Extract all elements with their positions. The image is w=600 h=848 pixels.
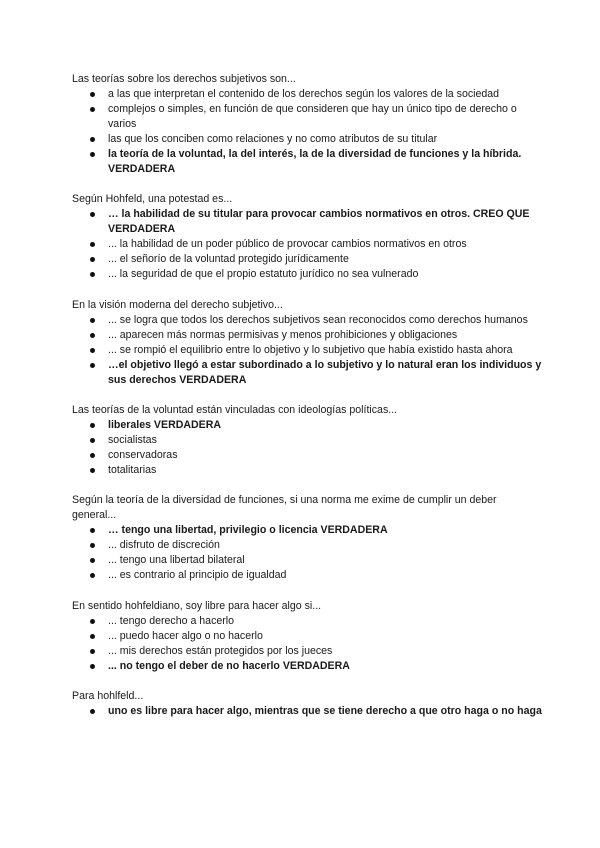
bullet-icon xyxy=(90,453,95,458)
bullet-icon xyxy=(90,272,95,277)
answer-option xyxy=(72,132,542,147)
answer-option xyxy=(72,267,542,282)
question-heading: Según Hohfeld, una potestad es... xyxy=(72,193,233,205)
bullet-icon xyxy=(90,212,95,217)
answer-text: ... mis derechos están protegidos por los jueces xyxy=(108,645,333,657)
answer-option xyxy=(72,463,542,478)
correct-answer-option xyxy=(72,523,542,538)
bullet-icon xyxy=(90,257,95,262)
question-heading: Las teorías sobre los derechos subjetivos son... xyxy=(72,73,296,85)
answer-text: ... el señorío de la voluntad protegido jurídicamente xyxy=(108,253,349,265)
question-heading: Para hohlfeld... xyxy=(72,690,144,702)
answer-list xyxy=(72,87,542,177)
answer-option xyxy=(72,538,542,553)
question-heading: Según la teoría de la diversidad de funciones, si una norma me exime de cumplir un deber general... xyxy=(72,494,497,521)
answer-text: ... aparecen más normas permisivas y menos prohibiciones y obligaciones xyxy=(108,329,458,341)
bullet-icon xyxy=(90,333,95,338)
answer-option xyxy=(72,629,542,644)
bullet-icon xyxy=(90,318,95,323)
bullet-icon xyxy=(90,528,95,533)
correct-answer-option xyxy=(72,358,542,388)
answer-text: ... disfruto de discreción xyxy=(108,539,220,551)
bullet-icon xyxy=(90,107,95,112)
answer-text: ... es contrario al principio de igualdad xyxy=(108,569,287,581)
answer-option xyxy=(72,568,542,583)
correct-answer-option xyxy=(72,207,542,237)
bullet-icon xyxy=(90,468,95,473)
answer-option xyxy=(72,313,542,328)
answer-option xyxy=(72,237,542,252)
bullet-icon xyxy=(90,348,95,353)
answer-text: ... tengo una libertad bilateral xyxy=(108,554,245,566)
bullet-icon xyxy=(90,137,95,142)
answer-text: uno es libre para hacer algo, mientras que se tiene derecho a que otro haga o no haga xyxy=(108,705,542,717)
bullet-icon xyxy=(90,558,95,563)
answer-option xyxy=(72,328,542,343)
bullet-icon xyxy=(90,664,95,669)
bullet-icon xyxy=(90,634,95,639)
bullet-icon xyxy=(90,709,95,714)
correct-answer-option xyxy=(72,659,542,674)
answer-text: ... la habilidad de un poder público de provocar cambios normativos en otros xyxy=(108,238,467,250)
bullet-icon xyxy=(90,92,95,97)
answer-text: ... tengo derecho a hacerlo xyxy=(108,615,235,627)
document-content xyxy=(72,72,542,719)
answer-text: liberales VERDADERA xyxy=(108,419,222,431)
answer-option xyxy=(72,252,542,267)
answer-list xyxy=(72,704,542,719)
answer-text: … tengo una libertad, privilegio o licencia VERDADERA xyxy=(108,524,388,536)
answer-option xyxy=(72,553,542,568)
answer-text: ... puedo hacer algo o no hacerlo xyxy=(108,630,263,642)
correct-answer-option xyxy=(72,147,542,177)
answer-list xyxy=(72,614,542,674)
answer-option xyxy=(72,448,542,463)
bullet-icon xyxy=(90,619,95,624)
answer-text: socialistas xyxy=(108,434,157,446)
answer-list xyxy=(72,418,542,478)
correct-answer-option xyxy=(72,704,542,719)
answer-option xyxy=(72,343,542,358)
answer-text: ... se rompió el equilibrio entre lo objetivo y lo subjetivo que había existido hasta ahora xyxy=(108,344,513,356)
question-heading: Las teorías de la voluntad están vinculadas con ideologías políticas... xyxy=(72,404,398,416)
answer-list xyxy=(72,523,542,583)
answer-text: … la habilidad de su titular para provocar cambios normativos en otros. CREO QUE VERDADERA xyxy=(108,208,530,235)
answer-option xyxy=(72,614,542,629)
answer-text: ... no tengo el deber de no hacerlo VERDADERA xyxy=(108,660,350,672)
answer-text: ... la seguridad de que el propio estatuto jurídico no sea vulnerado xyxy=(108,268,419,280)
answer-text: ... se logra que todos los derechos subjetivos sean reconocidos como derechos humanos xyxy=(108,314,528,326)
answer-text: complejos o simples, en función de que consideren que hay un único tipo de derecho o varios xyxy=(108,103,517,130)
question-heading: En sentido hohfeldiano, soy libre para hacer algo si... xyxy=(72,600,322,612)
answer-text: conservadoras xyxy=(108,449,178,461)
answer-option xyxy=(72,102,542,132)
bullet-icon xyxy=(90,649,95,654)
answer-text: las que los conciben como relaciones y no como atributos de su titular xyxy=(108,133,438,145)
answer-text: …el objetivo llegó a estar subordinado a lo subjetivo y lo natural eran los individuos y sus derechos VERDADERA xyxy=(108,359,542,386)
correct-answer-option xyxy=(72,418,542,433)
bullet-icon xyxy=(90,363,95,368)
bullet-icon xyxy=(90,573,95,578)
bullet-icon xyxy=(90,438,95,443)
answer-text: totalitarias xyxy=(108,464,157,476)
answer-text: a las que interpretan el contenido de los derechos según los valores de la sociedad xyxy=(108,88,500,100)
answer-list xyxy=(72,207,542,282)
answer-option xyxy=(72,87,542,102)
bullet-icon xyxy=(90,423,95,428)
bullet-icon xyxy=(90,242,95,247)
answer-text: la teoría de la voluntad, la del interés, la de la diversidad de funciones y la híbrida. VERDADERA xyxy=(108,148,522,175)
answer-option xyxy=(72,644,542,659)
bullet-icon xyxy=(90,543,95,548)
question-heading: En la visión moderna del derecho subjetivo... xyxy=(72,299,283,311)
bullet-icon xyxy=(90,152,95,157)
answer-list xyxy=(72,313,542,388)
answer-option xyxy=(72,433,542,448)
